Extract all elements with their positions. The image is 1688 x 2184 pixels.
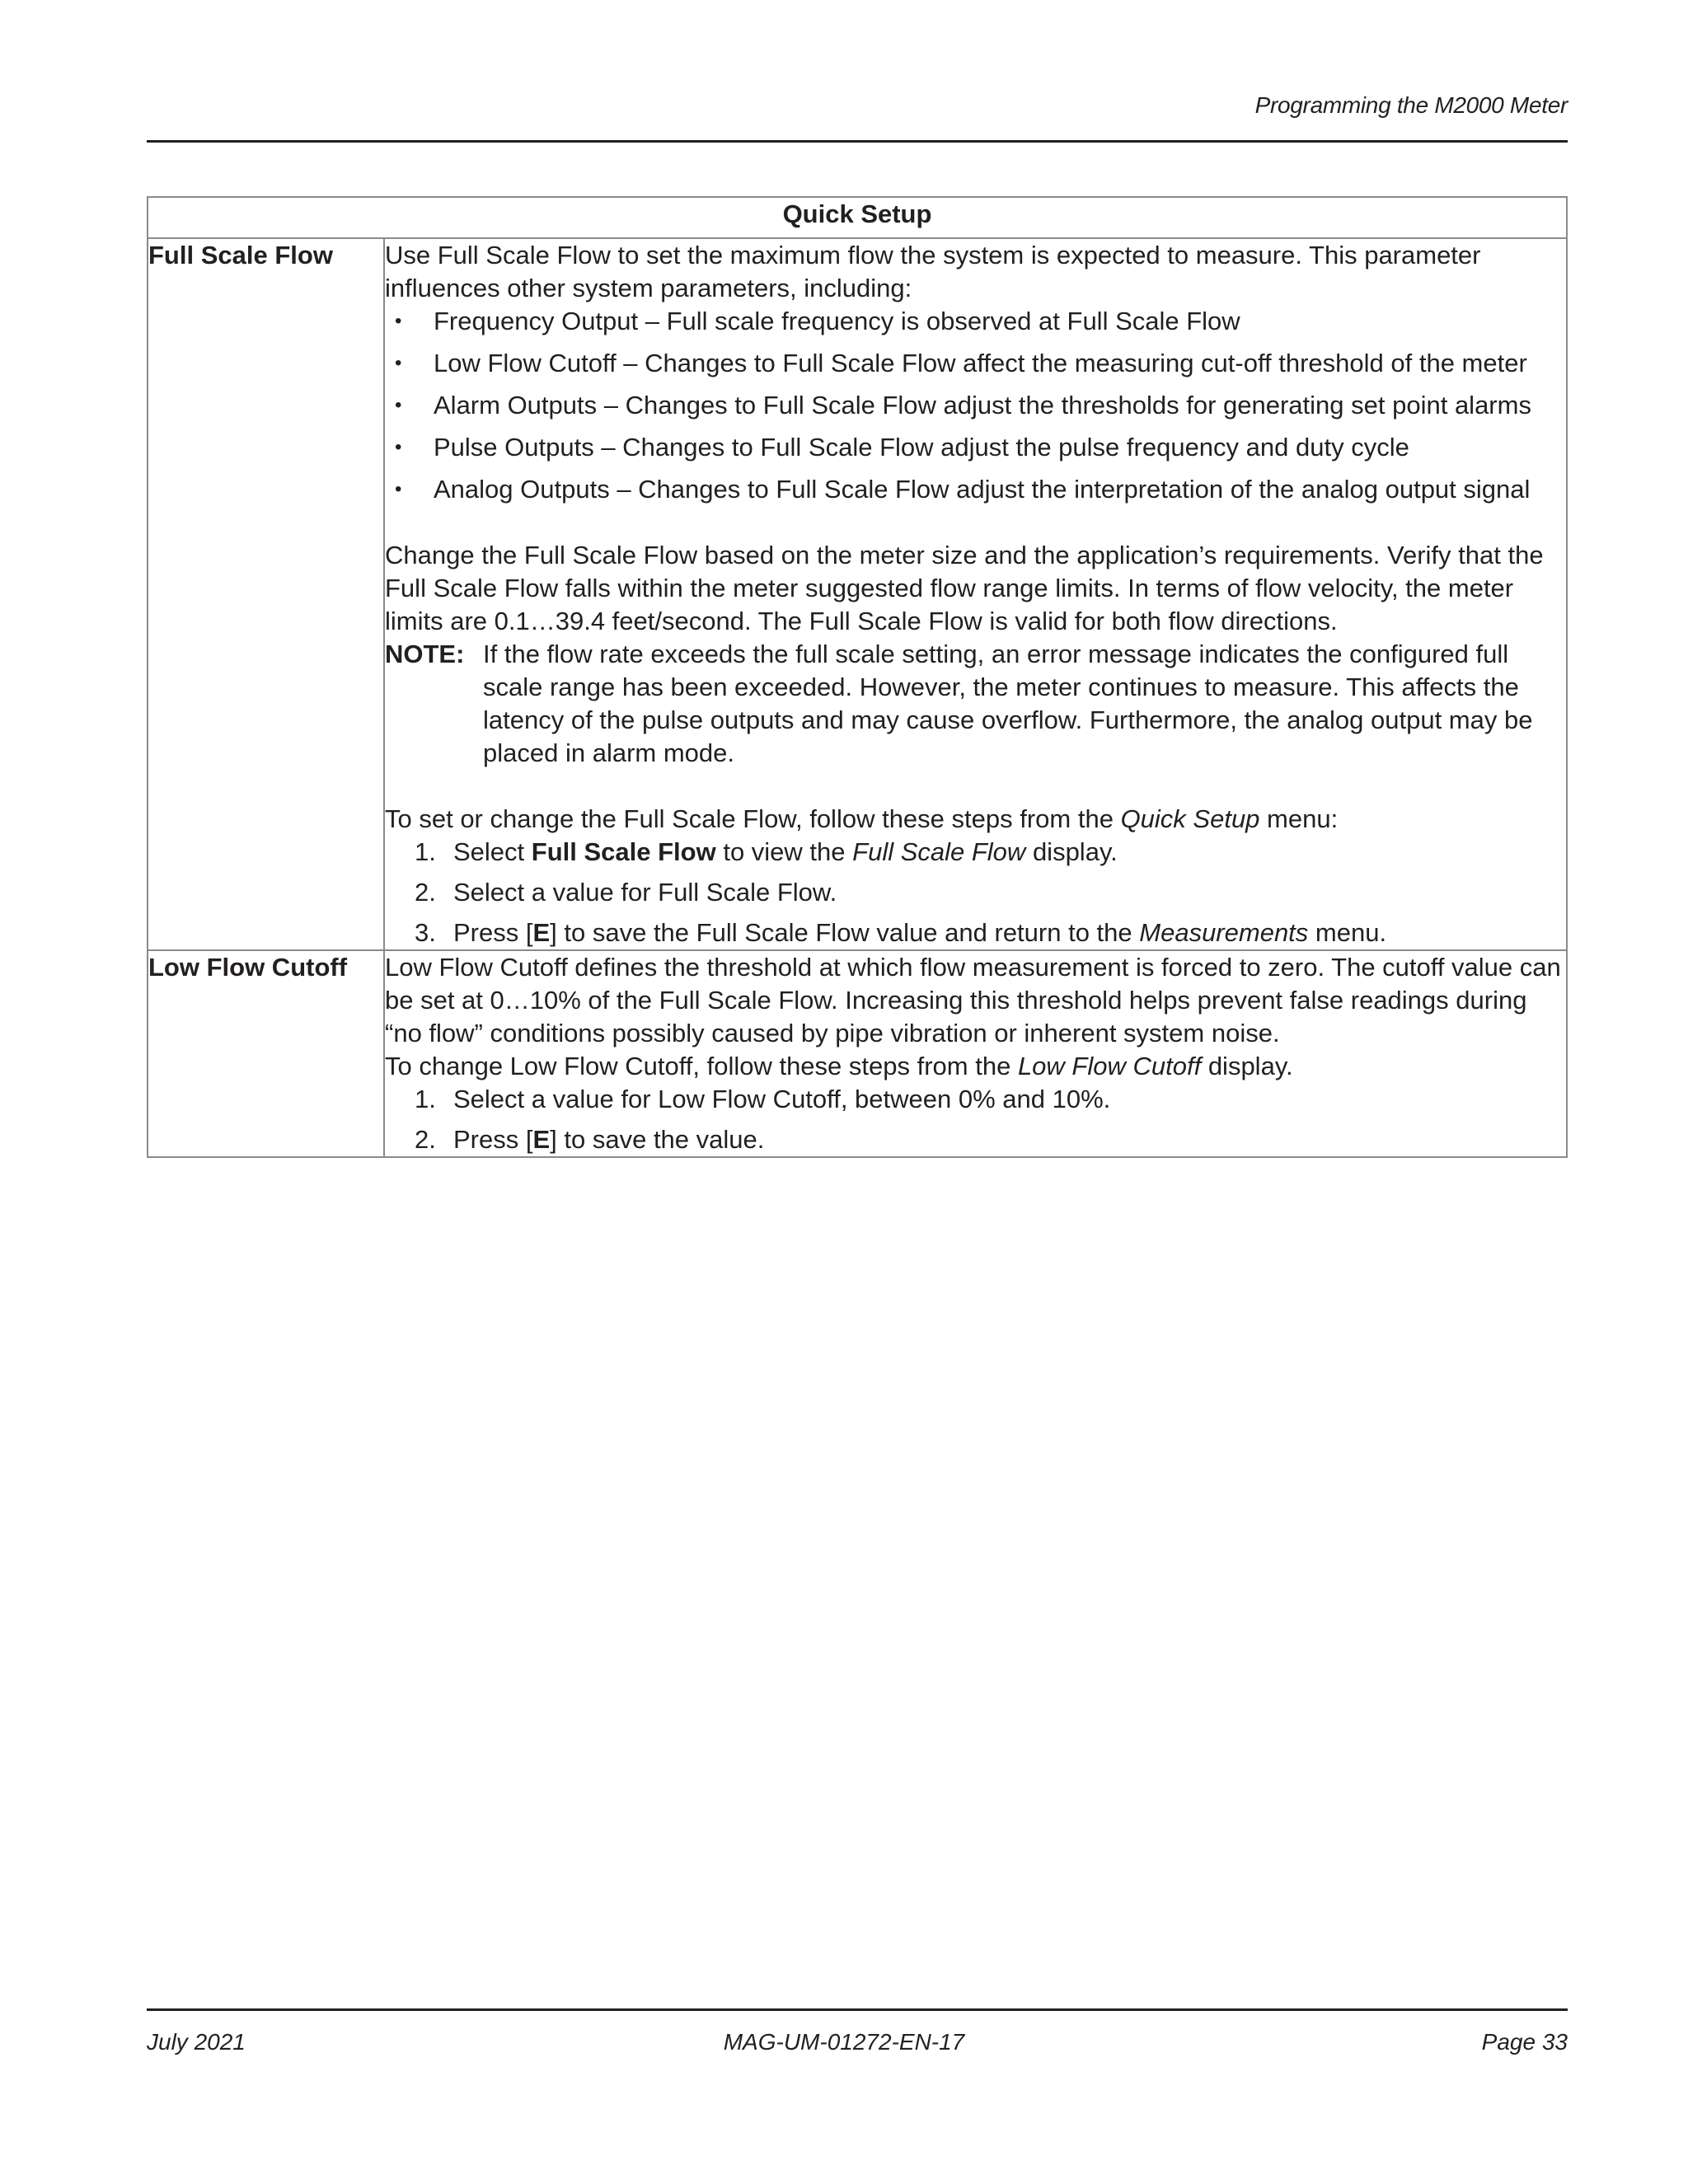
footer-date: July 2021 — [147, 2029, 246, 2055]
list-item: 3. Press [E] to save the Full Scale Flow value and return to the Measurements menu. — [415, 918, 1387, 947]
row-body-low-flow-cutoff — [384, 950, 1567, 1157]
note-text: If the flow rate exceeds the full scale setting, an error message indicates the configured full scale range has been exceeded. However, the meter continues to measure. This affects the latency of the pulse outputs and may cause overflow. Furthermore, the analog output may be placed in alarm mode. — [483, 640, 1533, 767]
affected-parameters-list — [385, 305, 1566, 506]
running-header: Programming the M2000 Meter — [1254, 92, 1568, 118]
bullet-icon: • — [395, 394, 402, 416]
table-row — [148, 950, 1567, 1157]
list-item: 1. Select a value for Low Flow Cutoff, between 0% and 10%. — [415, 1085, 1111, 1113]
row-body-full-scale-flow — [384, 238, 1567, 950]
bullet-icon: • — [395, 352, 402, 374]
list-item: • Low Flow Cutoff – Changes to Full Scale Flow affect the measuring cut-off threshold of the meter — [385, 347, 1566, 380]
note-block — [385, 638, 1566, 770]
footer-rule — [147, 2008, 1568, 2011]
bullet-icon: • — [395, 478, 402, 500]
bullet-icon: • — [395, 436, 402, 458]
header-rule — [147, 140, 1568, 143]
row-label-low-flow-cutoff: Low Flow Cutoff — [148, 950, 384, 1157]
quick-setup-table — [147, 196, 1568, 1158]
intro-paragraph: Low Flow Cutoff defines the threshold at which flow measurement is forced to zero. The cutoff value can be set at 0…10% of the Full Scale Flow. Increasing this threshold helps prevent false readings during “no flow” conditions possibly caused by pipe vibration or inherent system noise. — [385, 953, 1561, 1047]
bullet-icon: • — [395, 310, 402, 332]
table-row — [148, 238, 1567, 950]
footer-page-number: Page 33 — [1481, 2029, 1568, 2055]
steps-list — [385, 1083, 1566, 1156]
list-item: 2. Select a value for Full Scale Flow. — [415, 878, 837, 907]
row-label-full-scale-flow: Full Scale Flow — [148, 238, 384, 950]
steps-intro: To set or change the Full Scale Flow, follow these steps from the Quick Setup menu: — [385, 804, 1339, 833]
list-item: • Analog Outputs – Changes to Full Scale Flow adjust the interpretation of the analog output signal — [385, 473, 1566, 506]
footer-doc-id: MAG-UM-01272-EN-17 — [723, 2029, 965, 2055]
steps-intro: To change Low Flow Cutoff, follow these steps from the Low Flow Cutoff display. — [385, 1052, 1293, 1080]
list-item: 1. Select Full Scale Flow to view the Full Scale Flow display. — [415, 837, 1118, 866]
intro-paragraph: Use Full Scale Flow to set the maximum flow the system is expected to measure. This parameter influences other system parameters, including: — [385, 241, 1481, 302]
steps-list — [385, 836, 1566, 949]
list-item: • Pulse Outputs – Changes to Full Scale Flow adjust the pulse frequency and duty cycle — [385, 431, 1566, 464]
list-item: 2. Press [E] to save the value. — [415, 1125, 765, 1154]
table-title: Quick Setup — [148, 197, 1567, 238]
change-paragraph: Change the Full Scale Flow based on the meter size and the application’s requirements. Verify that the Full Scale Flow falls within the meter suggested flow range limits. In terms of flow velocity, the meter limits are 0.1…39.4 feet/second. The Full Scale Flow is valid for both flow directions. — [385, 541, 1544, 635]
list-item: • Alarm Outputs – Changes to Full Scale Flow adjust the thresholds for generating set point alarms — [385, 389, 1566, 422]
note-label: NOTE: — [385, 640, 465, 668]
list-item: • Frequency Output – Full scale frequency is observed at Full Scale Flow — [385, 305, 1566, 338]
